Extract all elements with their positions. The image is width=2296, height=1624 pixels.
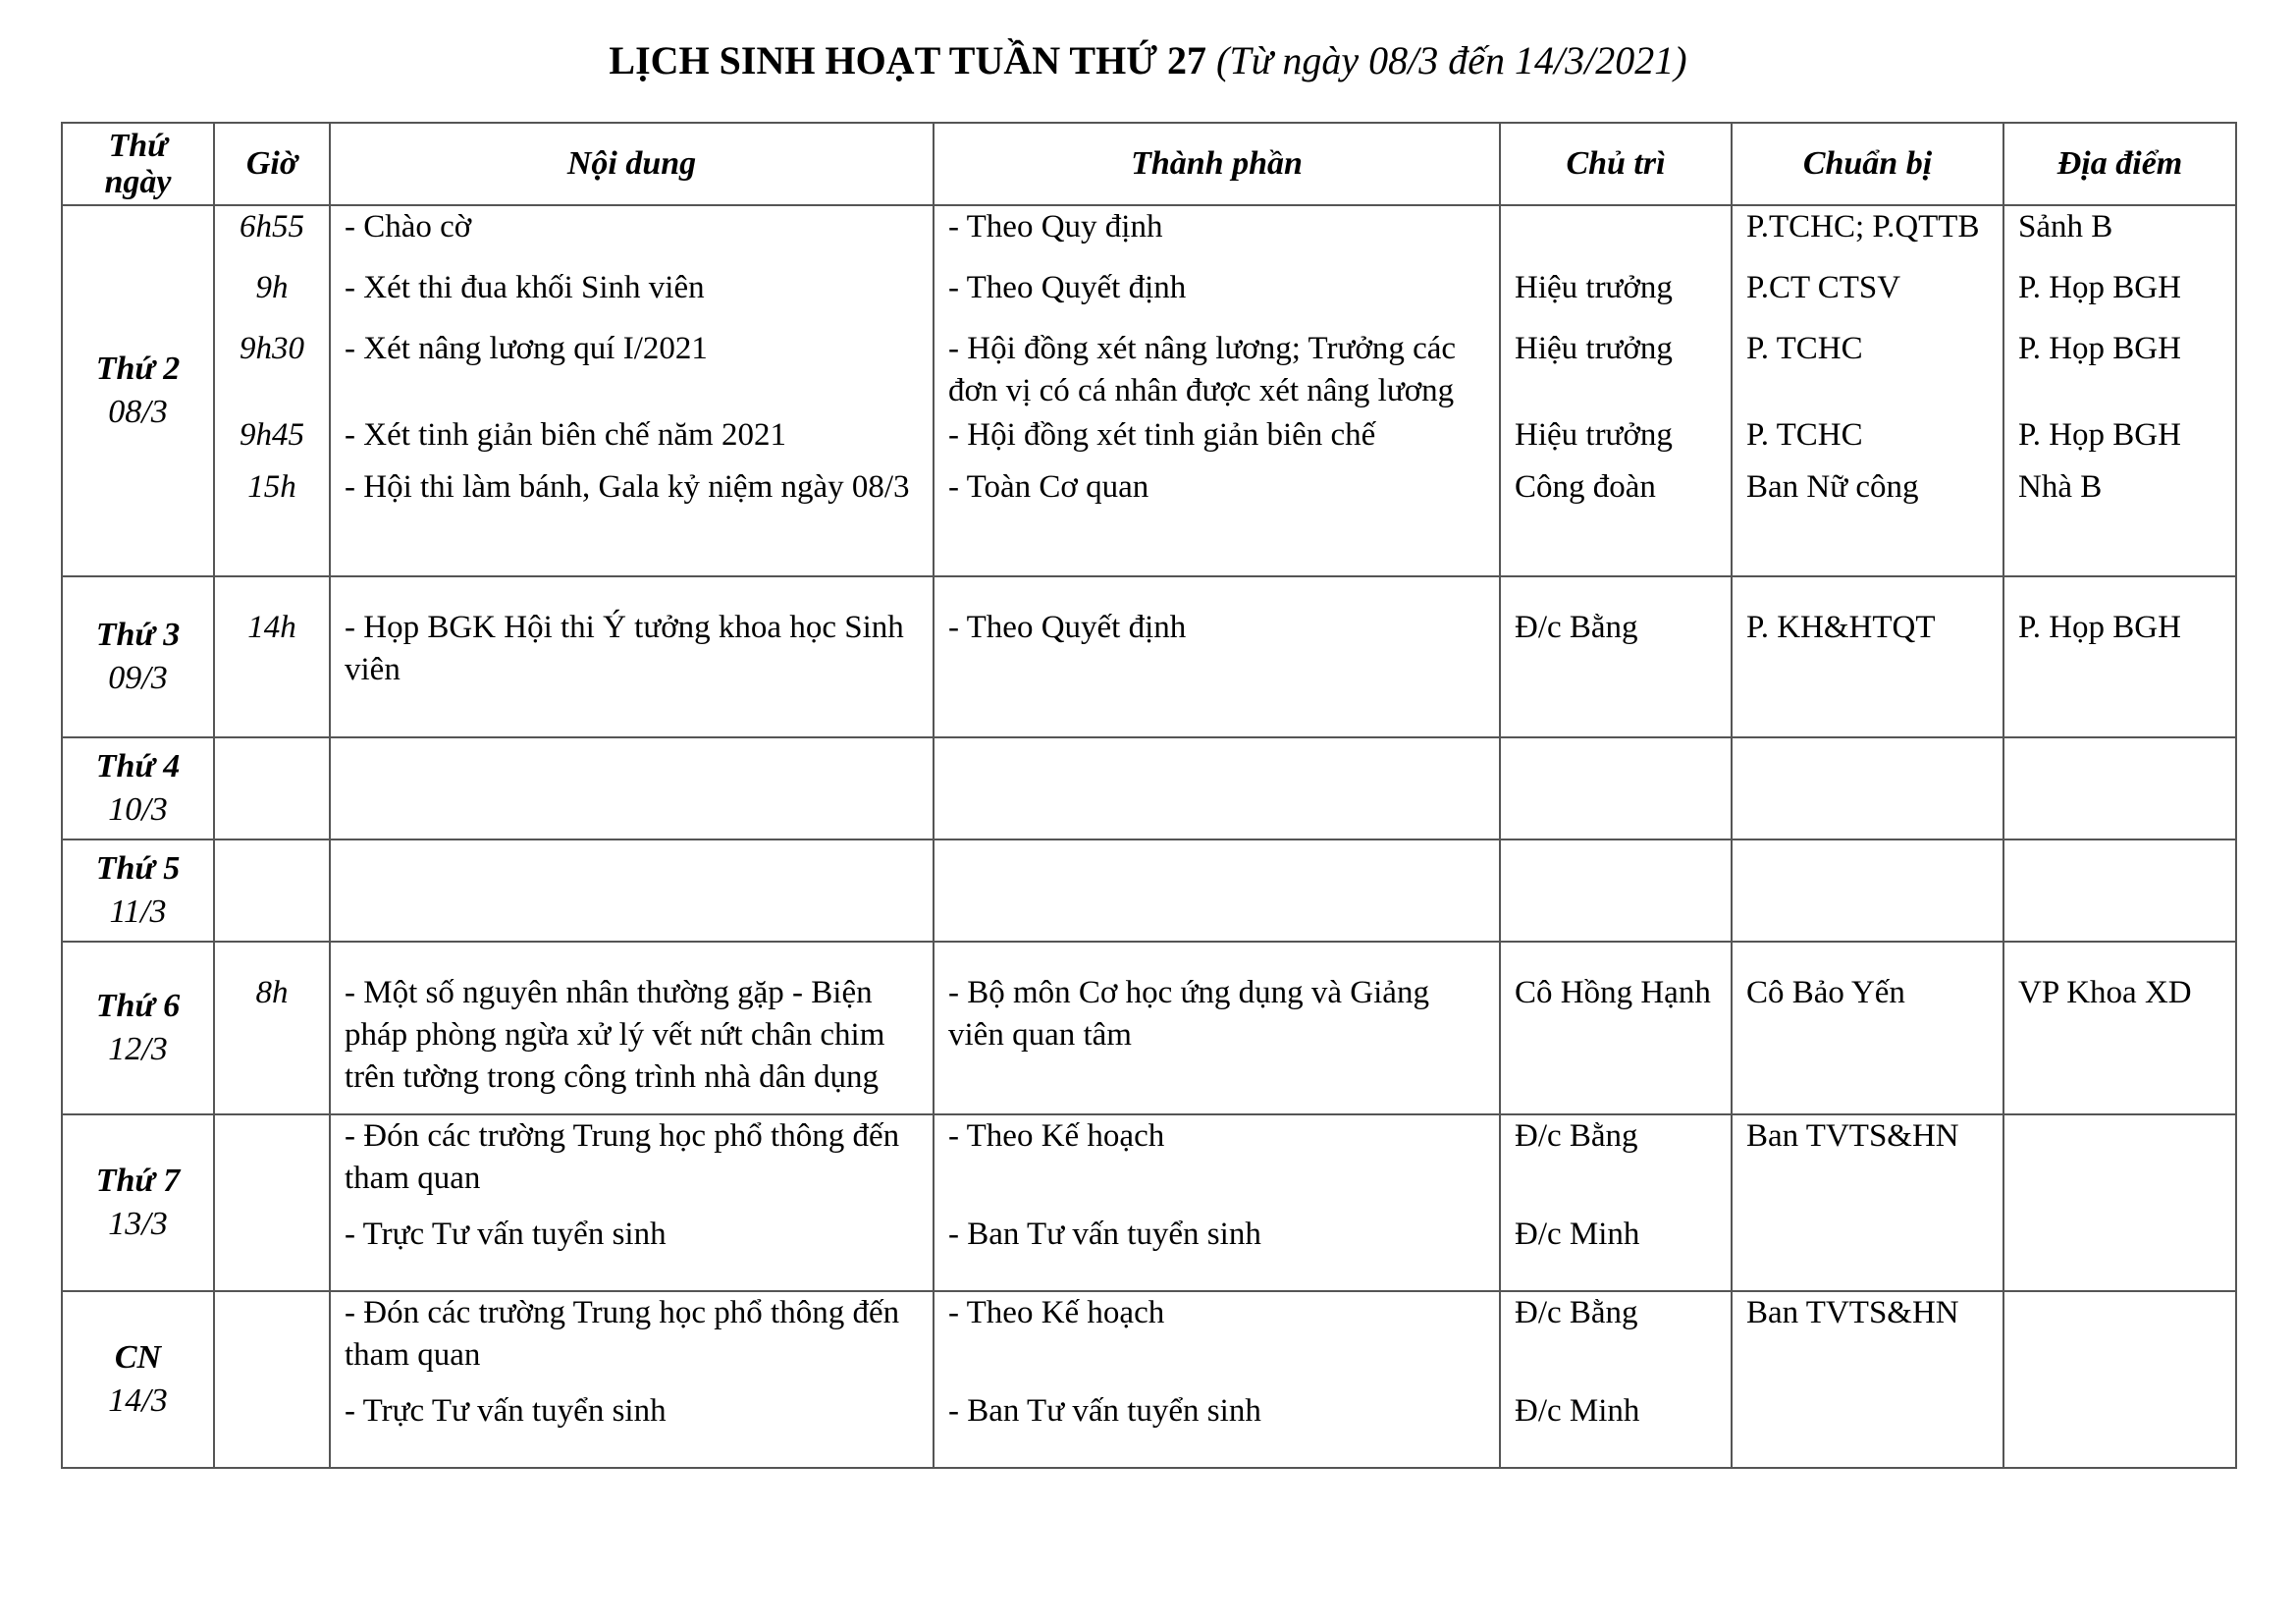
location-entry: P. Họp BGH — [2018, 417, 2181, 453]
time-entry: 9h — [255, 270, 289, 305]
header-time: Giờ — [214, 123, 330, 205]
location-entry: P. Họp BGH — [2018, 331, 2181, 366]
table-row — [62, 942, 2236, 1114]
content-entry: - Một số nguyên nhân thường gặp - Biện pháp phòng ngừa xử lý vết nứt chân chim trên tường trong công trình nhà dân dụng — [345, 975, 885, 1095]
chair-cell — [1500, 576, 1732, 737]
day-cell — [62, 839, 214, 942]
day-name: Thứ 5 — [95, 849, 181, 887]
chair-entry: Đ/c Bằng — [1515, 1118, 1638, 1154]
chair-entry: Đ/c Bằng — [1515, 610, 1638, 645]
page-title — [0, 37, 2296, 83]
day-date: 10/3 — [108, 791, 168, 828]
title-date-range: (Từ ngày 08/3 đến 14/3/2021) — [1216, 38, 1687, 82]
day-cell — [62, 576, 214, 737]
content-entry: - Trực Tư vấn tuyển sinh — [345, 1393, 667, 1429]
content-entry: - Chào cờ — [345, 209, 472, 244]
participants-cell — [934, 737, 1500, 839]
content-entry: - Hội thi làm bánh, Gala kỷ niệm ngày 08/3 — [345, 469, 910, 505]
content-cell — [330, 205, 934, 576]
content-cell — [330, 576, 934, 737]
prepare-cell — [1732, 737, 2003, 839]
content-cell — [330, 942, 934, 1114]
prepare-cell — [1732, 205, 2003, 576]
time-cell — [214, 839, 330, 942]
table-row — [62, 576, 2236, 737]
participants-entry: - Bộ môn Cơ học ứng dụng và Giảng viên quan tâm — [948, 975, 1429, 1053]
chair-cell — [1500, 942, 1732, 1114]
day-cell — [62, 942, 214, 1114]
chair-cell — [1500, 1114, 1732, 1291]
location-entry: P. Họp BGH — [2018, 610, 2181, 645]
time-entry: 15h — [247, 469, 296, 505]
participants-entry: - Toàn Cơ quan — [948, 469, 1149, 505]
chair-entry: Đ/c Minh — [1515, 1217, 1640, 1252]
header-row — [62, 123, 2236, 205]
weekly-schedule-table — [61, 122, 2237, 1469]
time-cell — [214, 1114, 330, 1291]
header-day-line1: Thứ — [108, 127, 168, 164]
day-date: 14/3 — [108, 1382, 168, 1419]
location-cell — [2003, 576, 2236, 737]
participants-entry: - Theo Quyết định — [948, 610, 1187, 645]
chair-entry: Hiệu trưởng — [1515, 417, 1673, 453]
time-cell — [214, 205, 330, 576]
time-entry: 8h — [255, 975, 289, 1010]
day-cell — [62, 1114, 214, 1291]
location-entry: VP Khoa XD — [2018, 975, 2192, 1010]
day-date: 12/3 — [108, 1031, 168, 1067]
prepare-entry: P. KH&HTQT — [1746, 610, 1936, 645]
location-cell — [2003, 1291, 2236, 1468]
prepare-entry: P.CT CTSV — [1746, 270, 1901, 305]
content-cell — [330, 1114, 934, 1291]
table-row — [62, 839, 2236, 942]
day-cell — [62, 737, 214, 839]
participants-entry: - Theo Quy định — [948, 209, 1163, 244]
header-participants: Thành phần — [934, 123, 1500, 205]
table-row — [62, 205, 2236, 576]
content-entry: - Xét tinh giản biên chế năm 2021 — [345, 417, 786, 453]
day-cell — [62, 205, 214, 576]
chair-entry: Hiệu trưởng — [1515, 331, 1673, 366]
day-name: CN — [114, 1338, 162, 1376]
title-main: LỊCH SINH HOẠT TUẦN THỨ 27 — [609, 38, 1207, 82]
prepare-entry: P. TCHC — [1746, 331, 1863, 366]
chair-entry: Công đoàn — [1515, 469, 1656, 505]
participants-entry: - Hội đồng xét nâng lương; Trưởng các đơn vị có cá nhân được xét nâng lương — [948, 331, 1457, 408]
prepare-cell — [1732, 576, 2003, 737]
location-cell — [2003, 205, 2236, 576]
chair-cell — [1500, 205, 1732, 576]
content-entry: - Đón các trường Trung học phổ thông đến tham quan — [345, 1295, 900, 1373]
prepare-entry: Ban TVTS&HN — [1746, 1295, 1959, 1330]
time-entry: 9h30 — [240, 331, 304, 366]
participants-entry: - Theo Kế hoạch — [948, 1118, 1165, 1154]
location-entry: Sảnh B — [2018, 209, 2113, 244]
participants-entry: - Theo Quyết định — [948, 270, 1187, 305]
day-date: 08/3 — [108, 394, 168, 430]
prepare-cell — [1732, 1291, 2003, 1468]
location-entry: P. Họp BGH — [2018, 270, 2181, 305]
participants-cell — [934, 1114, 1500, 1291]
participants-cell — [934, 205, 1500, 576]
prepare-entry: P.TCHC; P.QTTB — [1746, 209, 1980, 244]
chair-cell — [1500, 737, 1732, 839]
header-prepare: Chuẩn bị — [1732, 123, 2003, 205]
participants-entry: - Ban Tư vấn tuyển sinh — [948, 1393, 1261, 1429]
content-entry: - Đón các trường Trung học phổ thông đến tham quan — [345, 1118, 900, 1196]
prepare-entry: Cô Bảo Yến — [1746, 975, 1905, 1010]
header-location: Địa điểm — [2003, 123, 2236, 205]
chair-entry: Đ/c Minh — [1515, 1393, 1640, 1429]
header-day — [62, 123, 214, 205]
time-cell — [214, 1291, 330, 1468]
content-entry: - Họp BGK Hội thi Ý tưởng khoa học Sinh viên — [345, 610, 904, 687]
day-name: Thứ 2 — [95, 350, 181, 387]
prepare-entry: Ban TVTS&HN — [1746, 1118, 1959, 1154]
content-entry: - Xét thi đua khối Sinh viên — [345, 270, 705, 305]
content-entry: - Xét nâng lương quí I/2021 — [345, 331, 708, 366]
day-cell — [62, 1291, 214, 1468]
participants-entry: - Ban Tư vấn tuyển sinh — [948, 1217, 1261, 1252]
participants-cell — [934, 576, 1500, 737]
prepare-cell — [1732, 839, 2003, 942]
day-name: Thứ 6 — [95, 987, 181, 1024]
chair-cell — [1500, 1291, 1732, 1468]
time-cell — [214, 576, 330, 737]
header-content: Nội dung — [330, 123, 934, 205]
content-entry: - Trực Tư vấn tuyển sinh — [345, 1217, 667, 1252]
content-cell — [330, 1291, 934, 1468]
time-entry: 14h — [247, 610, 296, 645]
prepare-cell — [1732, 942, 2003, 1114]
header-day-line2: ngày — [104, 164, 172, 200]
chair-entry: Hiệu trưởng — [1515, 270, 1673, 305]
chair-cell — [1500, 839, 1732, 942]
day-name: Thứ 7 — [95, 1162, 181, 1199]
participants-cell — [934, 839, 1500, 942]
table-row — [62, 737, 2236, 839]
day-date: 09/3 — [108, 660, 168, 696]
day-name: Thứ 4 — [95, 747, 181, 785]
participants-cell — [934, 1291, 1500, 1468]
time-entry: 6h55 — [240, 209, 304, 244]
chair-entry: Đ/c Bằng — [1515, 1295, 1638, 1330]
day-name: Thứ 3 — [95, 616, 181, 653]
location-cell — [2003, 839, 2236, 942]
location-cell — [2003, 737, 2236, 839]
participants-entry: - Theo Kế hoạch — [948, 1295, 1165, 1330]
content-cell — [330, 839, 934, 942]
location-cell — [2003, 942, 2236, 1114]
time-entry: 9h45 — [240, 417, 304, 453]
location-cell — [2003, 1114, 2236, 1291]
content-cell — [330, 737, 934, 839]
chair-entry — [1501, 206, 1731, 267]
prepare-entry: P. TCHC — [1746, 417, 1863, 453]
day-date: 13/3 — [108, 1206, 168, 1242]
prepare-entry: Ban Nữ công — [1746, 469, 1919, 505]
prepare-cell — [1732, 1114, 2003, 1291]
time-cell — [214, 737, 330, 839]
time-cell — [214, 942, 330, 1114]
participants-entry: - Hội đồng xét tinh giản biên chế — [948, 417, 1376, 453]
header-chair: Chủ trì — [1500, 123, 1732, 205]
table-row — [62, 1114, 2236, 1291]
chair-entry: Cô Hồng Hạnh — [1515, 975, 1711, 1010]
location-entry: Nhà B — [2018, 469, 2103, 505]
day-date: 11/3 — [109, 893, 167, 930]
table-row — [62, 1291, 2236, 1468]
participants-cell — [934, 942, 1500, 1114]
